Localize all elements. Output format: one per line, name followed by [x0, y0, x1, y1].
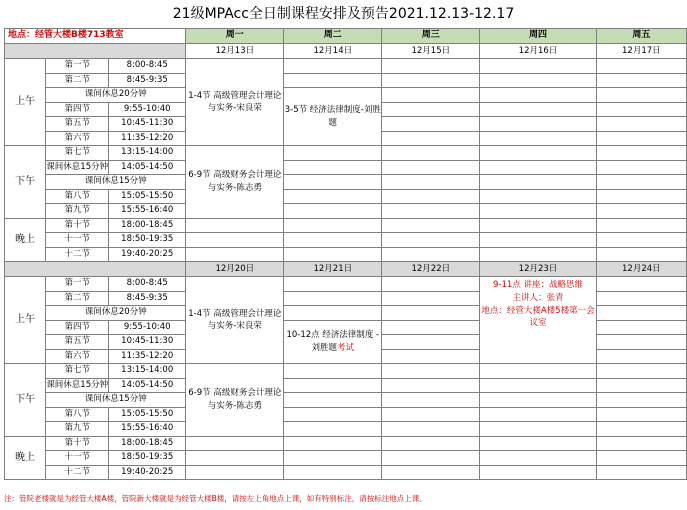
slot-time: 19:40-20:25 — [109, 247, 186, 262]
lecture-speaker: 主讲人：张青 — [512, 292, 564, 303]
date-cell: 12月20日 — [186, 262, 284, 277]
exam-tag: 考试 — [337, 342, 355, 353]
break-label: 课间休息20分钟 — [46, 88, 186, 103]
slot-time: 14:05-14:50 — [109, 160, 186, 175]
period-evening: 晚上 — [5, 218, 46, 262]
date-cell: 12月23日 — [480, 262, 596, 277]
slot-time: 18:50-19:35 — [109, 233, 186, 248]
location-label: 地点：经管大楼B楼713教室 — [5, 29, 186, 44]
slot-time: 15:55-16:40 — [109, 204, 186, 219]
course-cell: 6-9节 高级财务会计理论与实务-陈志勇 — [186, 364, 284, 437]
slot-time: 18:50-19:35 — [109, 451, 186, 466]
date-cell: 12月24日 — [596, 262, 686, 277]
slot-time: 15:05-15:50 — [109, 189, 186, 204]
slot-time: 18:00-18:45 — [109, 218, 186, 233]
break-label: 课间休息15分钟 — [46, 393, 186, 408]
date-cell: 12月14日 — [284, 44, 382, 59]
slot-label: 第六节 — [46, 349, 109, 364]
course-text: 10-12点 经济法律制度 -刘胜题 — [286, 330, 380, 353]
slot-label: 课间休息15分钟 — [46, 160, 109, 175]
date-cell: 12月22日 — [382, 262, 480, 277]
period-morning: 上午 — [5, 59, 46, 146]
page-title: 21级MPAcc全日制课程安排及预告2021.12.13-12.17 — [172, 6, 515, 22]
lecture-cell — [480, 277, 596, 364]
slot-label: 第四节 — [46, 102, 109, 117]
slot-label: 第六节 — [46, 131, 109, 146]
course-cell: 6-9节 高级财务会计理论与实务-陈志勇 — [186, 146, 284, 219]
slot-time: 10:45-11:30 — [109, 335, 186, 350]
slot-time: 13:15-14:00 — [109, 364, 186, 379]
period-evening: 晚上 — [5, 436, 46, 480]
slot-label: 十二节 — [46, 465, 109, 480]
slot-label: 第二节 — [46, 291, 109, 306]
slot-time: 8:00-8:45 — [109, 277, 186, 292]
slot-label: 第八节 — [46, 407, 109, 422]
slot-time: 11:35-12:20 — [109, 131, 186, 146]
slot-label: 第一节 — [46, 277, 109, 292]
blank-cell — [5, 44, 186, 59]
slot-time: 10:45-11:30 — [109, 117, 186, 132]
period-afternoon: 下午 — [5, 146, 46, 219]
slot-time: 15:55-16:40 — [109, 422, 186, 437]
blank-cell — [5, 262, 186, 277]
slot-label: 第五节 — [46, 117, 109, 132]
slot-label: 十一节 — [46, 233, 109, 248]
slot-label: 第七节 — [46, 146, 109, 161]
break-label: 课间休息15分钟 — [46, 175, 186, 190]
weekday-wed: 周三 — [382, 29, 480, 44]
course-cell — [284, 320, 382, 364]
course-cell: 1-4节 高级管理会计理论与实务-宋良荣 — [186, 59, 284, 146]
course-cell: 3-5节 经济法律制度-刘胜题 — [284, 88, 382, 146]
weekday-tue: 周二 — [284, 29, 382, 44]
slot-time: 19:40-20:25 — [109, 465, 186, 480]
slot-time: 15:05-15:50 — [109, 407, 186, 422]
slot-time: 13:15-14:00 — [109, 146, 186, 161]
slot-label: 第七节 — [46, 364, 109, 379]
slot-label: 第九节 — [46, 204, 109, 219]
slot-label: 第一节 — [46, 59, 109, 74]
date-cell: 12月21日 — [284, 262, 382, 277]
period-afternoon: 下午 — [5, 364, 46, 437]
weekday-thu: 周四 — [480, 29, 596, 44]
weekday-mon: 周一 — [186, 29, 284, 44]
period-morning: 上午 — [5, 277, 46, 364]
lecture-location: 地点：经管大楼A楼5楼第一会议室 — [481, 305, 595, 329]
slot-label: 十二节 — [46, 247, 109, 262]
date-cell: 12月13日 — [186, 44, 284, 59]
slot-label: 第二节 — [46, 73, 109, 88]
break-label: 课间休息20分钟 — [46, 306, 186, 321]
slot-label: 第四节 — [46, 320, 109, 335]
slot-label: 第十节 — [46, 218, 109, 233]
course-cell: 1-4节 高级管理会计理论与实务-宋良荣 — [186, 277, 284, 364]
slot-label: 第五节 — [46, 335, 109, 350]
slot-time: 8:00-8:45 — [109, 59, 186, 74]
slot-label: 十一节 — [46, 451, 109, 466]
footnote: 注：管院老楼就是为经管大楼A楼，管院新大楼就是为经管大楼B楼，请按左上角地点上课，如有特别标注，请按标注地点上课。 — [4, 494, 427, 503]
slot-label: 第八节 — [46, 189, 109, 204]
slot-label: 课间休息15分钟 — [46, 378, 109, 393]
slot-time: 9:55-10:40 — [109, 102, 186, 117]
slot-label: 第九节 — [46, 422, 109, 437]
slot-time: 14:05-14:50 — [109, 378, 186, 393]
slot-time: 9:55-10:40 — [109, 320, 186, 335]
lecture-topic: 9-11点 讲座：战略思维 — [492, 280, 583, 290]
date-cell: 12月16日 — [480, 44, 596, 59]
date-cell: 12月17日 — [596, 44, 686, 59]
date-cell: 12月15日 — [382, 44, 480, 59]
slot-label: 第十节 — [46, 436, 109, 451]
schedule-table — [4, 28, 687, 480]
slot-time: 11:35-12:20 — [109, 349, 186, 364]
slot-time: 8:45-9:35 — [109, 73, 186, 88]
weekday-fri: 周五 — [596, 29, 686, 44]
slot-time: 8:45-9:35 — [109, 291, 186, 306]
slot-time: 18:00-18:45 — [109, 436, 186, 451]
